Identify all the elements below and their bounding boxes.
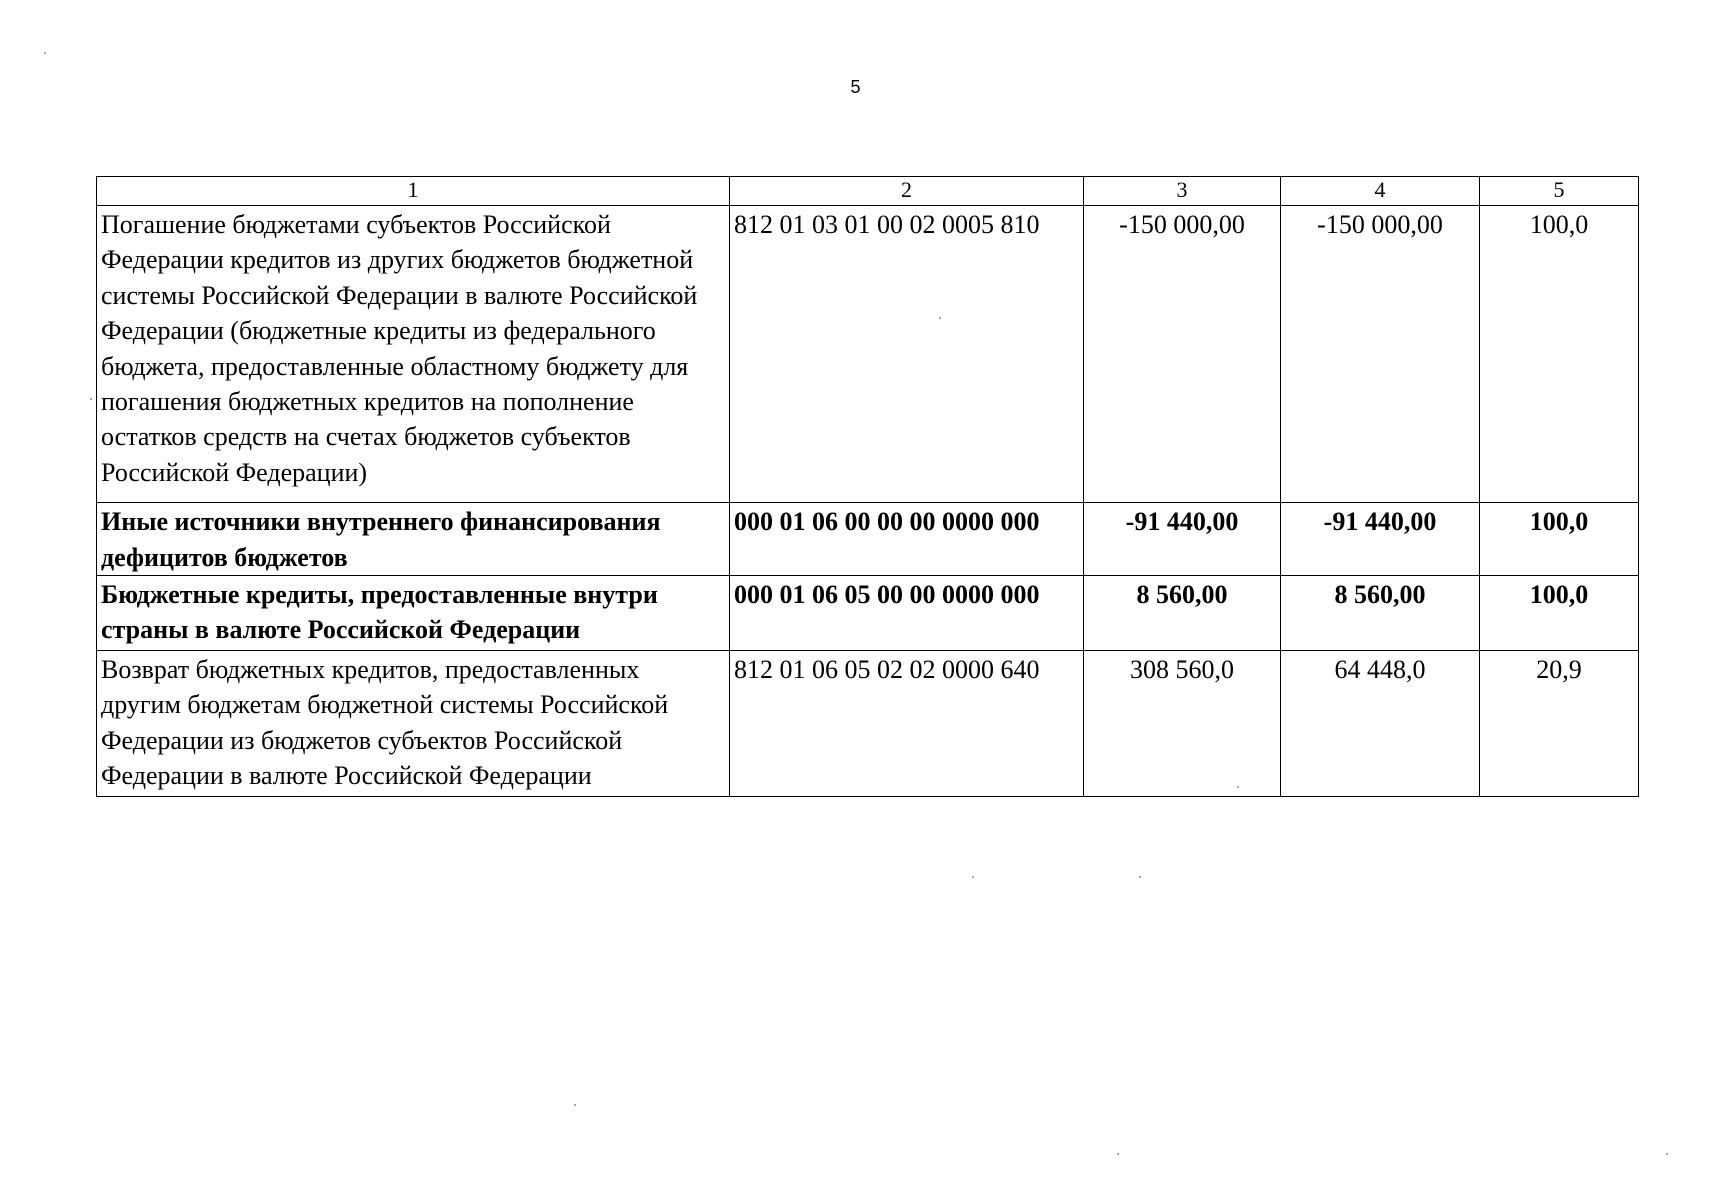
- row-actual-cell: -91 440,00: [1281, 503, 1480, 576]
- scan-speck: [1139, 876, 1141, 878]
- scan-speck: [1117, 1153, 1119, 1155]
- row-name-cell: Возврат бюджетных кредитов, предоставленных другим бюджетам бюджетной системы Российской Федерации из бюджетов субъектов Российской Федерации в валюте Российской Федерации: [97, 650, 730, 796]
- row-percent-cell: 20,9: [1480, 650, 1639, 796]
- column-header-1: 1: [97, 177, 730, 206]
- scan-speck: [44, 52, 46, 54]
- table-row: [97, 576, 1639, 651]
- scan-speck: [972, 876, 974, 878]
- scan-speck: [1237, 786, 1239, 788]
- column-header-5: 5: [1480, 177, 1639, 206]
- scan-speck: [939, 317, 941, 319]
- row-actual-cell: 8 560,00: [1281, 576, 1480, 651]
- table-row: [97, 650, 1639, 796]
- row-planned-cell: 308 560,0: [1084, 650, 1281, 796]
- row-actual-cell: 64 448,0: [1281, 650, 1480, 796]
- row-planned-cell: -91 440,00: [1084, 503, 1281, 576]
- scan-speck: [90, 398, 92, 400]
- row-percent-cell: 100,0: [1480, 503, 1639, 576]
- row-code-cell: 000 01 06 05 00 00 0000 000: [730, 576, 1084, 651]
- table-row: [97, 503, 1639, 576]
- row-code-cell: 000 01 06 00 00 00 0000 000: [730, 503, 1084, 576]
- scan-speck: [574, 1104, 576, 1106]
- row-planned-cell: -150 000,00: [1084, 206, 1281, 503]
- table-row: [97, 206, 1639, 503]
- row-name-cell: Бюджетные кредиты, предоставленные внутри страны в валюте Российской Федерации: [97, 576, 730, 651]
- budget-sources-table: [96, 176, 1639, 797]
- column-header-3: 3: [1084, 177, 1281, 206]
- table-header-row: [97, 177, 1639, 206]
- row-percent-cell: 100,0: [1480, 576, 1639, 651]
- column-header-4: 4: [1281, 177, 1480, 206]
- row-name-cell: Иные источники внутреннего финансирования дефицитов бюджетов: [97, 503, 730, 576]
- row-planned-cell: 8 560,00: [1084, 576, 1281, 651]
- column-header-2: 2: [730, 177, 1084, 206]
- page-number: 5: [850, 77, 861, 97]
- row-code-cell: 812 01 06 05 02 02 0000 640: [730, 650, 1084, 796]
- scan-speck: [1666, 1153, 1668, 1155]
- row-name-cell: Погашение бюджетами субъектов Российской Федерации кредитов из других бюджетов бюджетной системы Российской Федерации в валюте Российской Федерации (бюджетные кредиты из федерального бюджета, предоставленные областному бюджету для погашения бюджетных кредитов на пополнение остатков средств на счетах бюджетов субъектов Российской Федерации): [97, 206, 730, 503]
- row-code-cell: 812 01 03 01 00 02 0005 810: [730, 206, 1084, 503]
- row-actual-cell: -150 000,00: [1281, 206, 1480, 503]
- row-percent-cell: 100,0: [1480, 206, 1639, 503]
